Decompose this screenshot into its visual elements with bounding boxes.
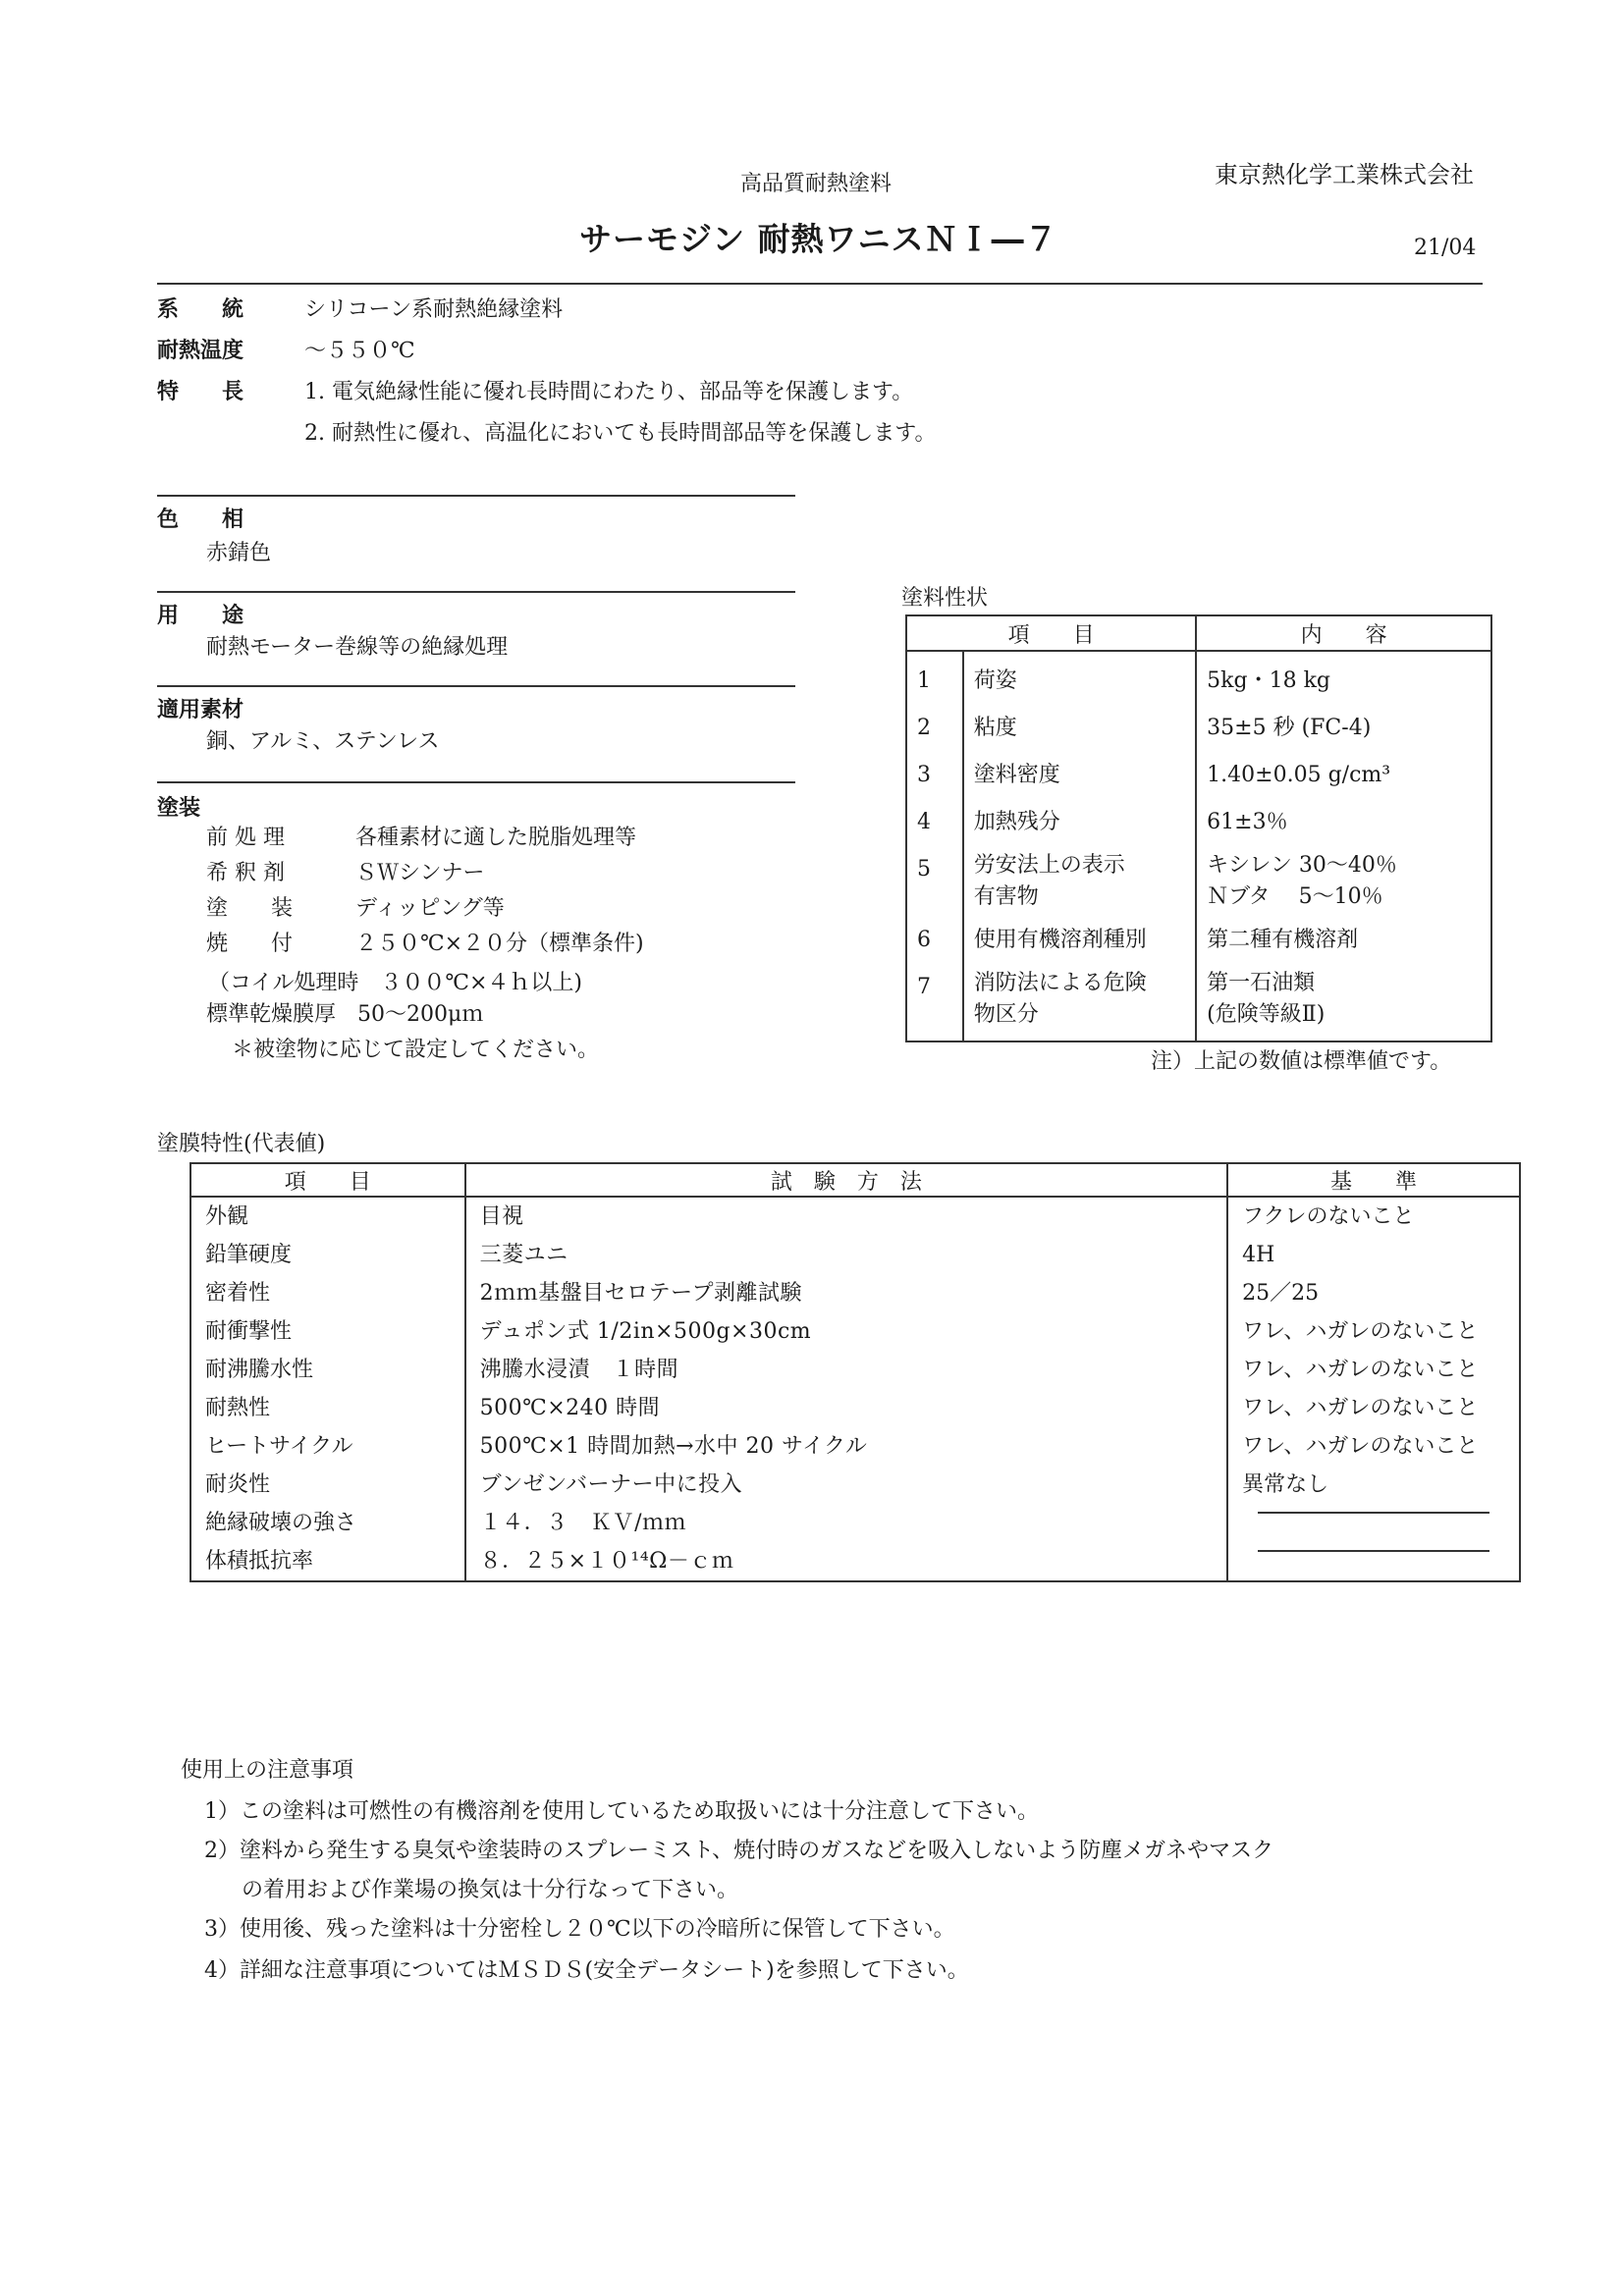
properties-cell-item: 労安法上の表示 有害物 bbox=[963, 846, 1196, 917]
properties-cell-value: キシレン 30～40％ Ｎブタ 5～10％ bbox=[1196, 846, 1491, 917]
film-cell-method: ８．２５×１０¹⁴Ω－ｃｍ bbox=[465, 1542, 1228, 1581]
film-cell-standard bbox=[1227, 1542, 1520, 1581]
section-divider bbox=[157, 495, 795, 497]
film-cell-method: 三菱ユニ bbox=[465, 1236, 1228, 1274]
properties-cell-item: 粘度 bbox=[963, 705, 1196, 752]
properties-row bbox=[906, 752, 1491, 799]
properties-cell-value: 61±3％ bbox=[1196, 799, 1491, 846]
properties-row bbox=[906, 705, 1491, 752]
header-divider bbox=[157, 283, 1483, 285]
page-title: サーモジン 耐熱ワニスＮＩ―７ bbox=[579, 220, 1058, 258]
coating-row-value: ２５０℃×２０分（標準条件) bbox=[355, 932, 644, 956]
coating-row-value: ディッピング等 bbox=[355, 896, 505, 921]
properties-row bbox=[906, 917, 1491, 964]
properties-cell-item: 加熱残分 bbox=[963, 799, 1196, 846]
film-cell-standard: ワレ、ハガレのないこと bbox=[1227, 1389, 1520, 1427]
properties-cell-no: 7 bbox=[917, 975, 931, 999]
precaution-item: 1）この塗料は可燃性の有機溶剤を使用しているため取扱いには十分注意して下さい。 bbox=[204, 1799, 1040, 1824]
film-cell-standard: 25／25 bbox=[1227, 1274, 1520, 1312]
coating-row-label: 前 処 理 bbox=[206, 826, 285, 850]
coating-heading: 塗装 bbox=[157, 796, 201, 821]
blank-standard-line bbox=[1258, 1550, 1489, 1552]
film-cell-item: ヒートサイクル bbox=[190, 1427, 465, 1466]
precautions-title: 使用上の注意事項 bbox=[181, 1758, 354, 1783]
film-cell-method: 2ｍｍ基盤目セロテープ剥離試験 bbox=[465, 1274, 1228, 1312]
film-body bbox=[190, 1197, 1520, 1581]
properties-row bbox=[906, 964, 1491, 1041]
film-header-method: 試 験 方 法 bbox=[465, 1163, 1228, 1197]
film-header-standard: 基 準 bbox=[1227, 1163, 1520, 1197]
system-value: シリコーン系耐熱絶縁塗料 bbox=[304, 297, 564, 322]
precaution-item: の着用および作業場の換気は十分行なって下さい。 bbox=[242, 1878, 739, 1902]
properties-row bbox=[906, 846, 1491, 917]
film-cell-item: 耐沸騰水性 bbox=[190, 1351, 465, 1389]
properties-footnote: 注）上記の数値は標準値です。 bbox=[1151, 1049, 1452, 1074]
film-cell-method: 目視 bbox=[465, 1197, 1228, 1236]
usage-value: 耐熱モーター巻線等の絶縁処理 bbox=[206, 635, 509, 660]
film-row bbox=[190, 1312, 1520, 1351]
properties-cell-item: 使用有機溶剤種別 bbox=[963, 917, 1196, 964]
coating-row-label: 焼 付 bbox=[206, 932, 294, 956]
coating-row-label: 希 釈 剤 bbox=[206, 861, 285, 885]
film-cell-item: 耐衝撃性 bbox=[190, 1312, 465, 1351]
coating-row-value: ＳＷシンナー bbox=[355, 861, 485, 885]
properties-cell-value: 35±5 秒 (FC-4) bbox=[1196, 705, 1491, 752]
film-cell-standard: ワレ、ハガレのないこと bbox=[1227, 1351, 1520, 1389]
company-name: 東京熱化学工業株式会社 bbox=[1215, 161, 1474, 188]
coating-row-value: 各種素材に適した脱脂処理等 bbox=[355, 826, 637, 850]
properties-cell-value: 第二種有機溶剤 bbox=[1196, 917, 1491, 964]
film-cell-standard: 4H bbox=[1227, 1236, 1520, 1274]
film-row bbox=[190, 1274, 1520, 1312]
film-cell-method: ブンゼンバーナー中に投入 bbox=[465, 1466, 1228, 1504]
film-row bbox=[190, 1427, 1520, 1466]
film-row bbox=[190, 1197, 1520, 1236]
film-cell-item: 耐炎性 bbox=[190, 1466, 465, 1504]
film-row bbox=[190, 1466, 1520, 1504]
film-cell-method: １４．３ ＫＶ/ｍｍ bbox=[465, 1504, 1228, 1542]
properties-cell-item: 消防法による危険 物区分 bbox=[963, 964, 1196, 1041]
film-cell-method: 沸騰水浸漬 １時間 bbox=[465, 1351, 1228, 1389]
coating-note: ＊被塗物に応じて設定してください。 bbox=[232, 1038, 600, 1062]
film-cell-item: 絶縁破壊の強さ bbox=[190, 1504, 465, 1542]
film-row bbox=[190, 1236, 1520, 1274]
properties-cell-no: 3 bbox=[917, 763, 931, 787]
properties-header-content: 内 容 bbox=[1196, 615, 1491, 651]
features-label: 特 長 bbox=[157, 380, 244, 404]
film-cell-method: デュポン式 1/2in×500g×30cm bbox=[465, 1312, 1228, 1351]
properties-cell-value: 5kg・18 kg bbox=[1196, 651, 1491, 705]
coating-row-label: 塗 装 bbox=[206, 896, 294, 921]
materials-value: 銅、アルミ、ステンレス bbox=[206, 729, 440, 754]
materials-heading: 適用素材 bbox=[157, 698, 244, 722]
feature-item: 1. 電気絶縁性能に優れ長時間にわたり、部品等を保護します。 bbox=[304, 380, 914, 404]
film-cell-item: 外観 bbox=[190, 1197, 465, 1236]
feature-item: 2. 耐熱性に優れ、高温化においても長時間部品等を保護します。 bbox=[304, 421, 937, 446]
product-category: 高品質耐熱塗料 bbox=[740, 172, 893, 196]
version-label: 21/04 bbox=[1414, 236, 1477, 260]
properties-body bbox=[906, 651, 1491, 1041]
usage-heading: 用 途 bbox=[157, 604, 244, 628]
film-cell-standard bbox=[1227, 1504, 1520, 1542]
properties-cell-no: 6 bbox=[917, 928, 931, 952]
film-table bbox=[189, 1162, 1521, 1582]
film-cell-standard: ワレ、ハガレのないこと bbox=[1227, 1312, 1520, 1351]
film-cell-item: 耐熱性 bbox=[190, 1389, 465, 1427]
film-cell-standard: フクレのないこと bbox=[1227, 1197, 1520, 1236]
film-row bbox=[190, 1542, 1520, 1581]
film-header-item: 項 目 bbox=[190, 1163, 465, 1197]
section-divider bbox=[157, 591, 795, 593]
properties-row bbox=[906, 651, 1491, 705]
film-row bbox=[190, 1351, 1520, 1389]
properties-cell-value: 第一石油類 (危険等級Ⅱ) bbox=[1196, 964, 1491, 1041]
heat-resistance-label: 耐熱温度 bbox=[157, 339, 244, 363]
section-divider bbox=[157, 685, 795, 687]
section-divider bbox=[157, 781, 795, 783]
properties-cell-value: 1.40±0.05 g/cm³ bbox=[1196, 752, 1491, 799]
film-cell-standard: 異常なし bbox=[1227, 1466, 1520, 1504]
system-label: 系 統 bbox=[157, 297, 244, 322]
properties-cell-item: 塗料密度 bbox=[963, 752, 1196, 799]
properties-row bbox=[906, 799, 1491, 846]
precaution-item: 3）使用後、残った塗料は十分密栓し２０℃以下の冷暗所に保管して下さい。 bbox=[204, 1917, 955, 1942]
properties-cell-no: 4 bbox=[917, 810, 931, 834]
properties-title: 塗料性状 bbox=[901, 586, 989, 611]
blank-standard-line bbox=[1258, 1512, 1489, 1514]
precaution-item: 4）詳細な注意事項についてはＭＳＤＳ(安全データシート)を参照して下さい。 bbox=[204, 1958, 969, 1983]
properties-header-item: 項 目 bbox=[906, 615, 1196, 651]
properties-cell-no: 1 bbox=[917, 668, 931, 693]
properties-cell-no: 5 bbox=[917, 857, 931, 881]
heat-resistance-value: ～５５０℃ bbox=[304, 339, 415, 363]
film-cell-method: 500℃×240 時間 bbox=[465, 1389, 1228, 1427]
film-row bbox=[190, 1389, 1520, 1427]
film-row bbox=[190, 1504, 1520, 1542]
properties-table bbox=[905, 614, 1492, 1042]
film-cell-item: 密着性 bbox=[190, 1274, 465, 1312]
film-title: 塗膜特性(代表値) bbox=[157, 1132, 326, 1156]
properties-cell-item: 荷姿 bbox=[963, 651, 1196, 705]
film-cell-item: 体積抵抗率 bbox=[190, 1542, 465, 1581]
color-heading: 色 相 bbox=[157, 507, 244, 532]
film-cell-standard: ワレ、ハガレのないこと bbox=[1227, 1427, 1520, 1466]
properties-cell-no: 2 bbox=[917, 716, 931, 740]
film-cell-item: 鉛筆硬度 bbox=[190, 1236, 465, 1274]
precaution-item: 2）塗料から発生する臭気や塗装時のスプレーミスト、焼付時のガスなどを吸入しないよう防塵メガネやマスク bbox=[204, 1839, 1274, 1863]
color-value: 赤錆色 bbox=[206, 541, 272, 565]
coil-note: （コイル処理時 ３００℃×４ｈ以上) bbox=[208, 971, 582, 995]
film-thickness: 標準乾燥膜厚 50～200μｍ bbox=[206, 1002, 484, 1027]
film-cell-method: 500℃×1 時間加熱→水中 20 サイクル bbox=[465, 1427, 1228, 1466]
